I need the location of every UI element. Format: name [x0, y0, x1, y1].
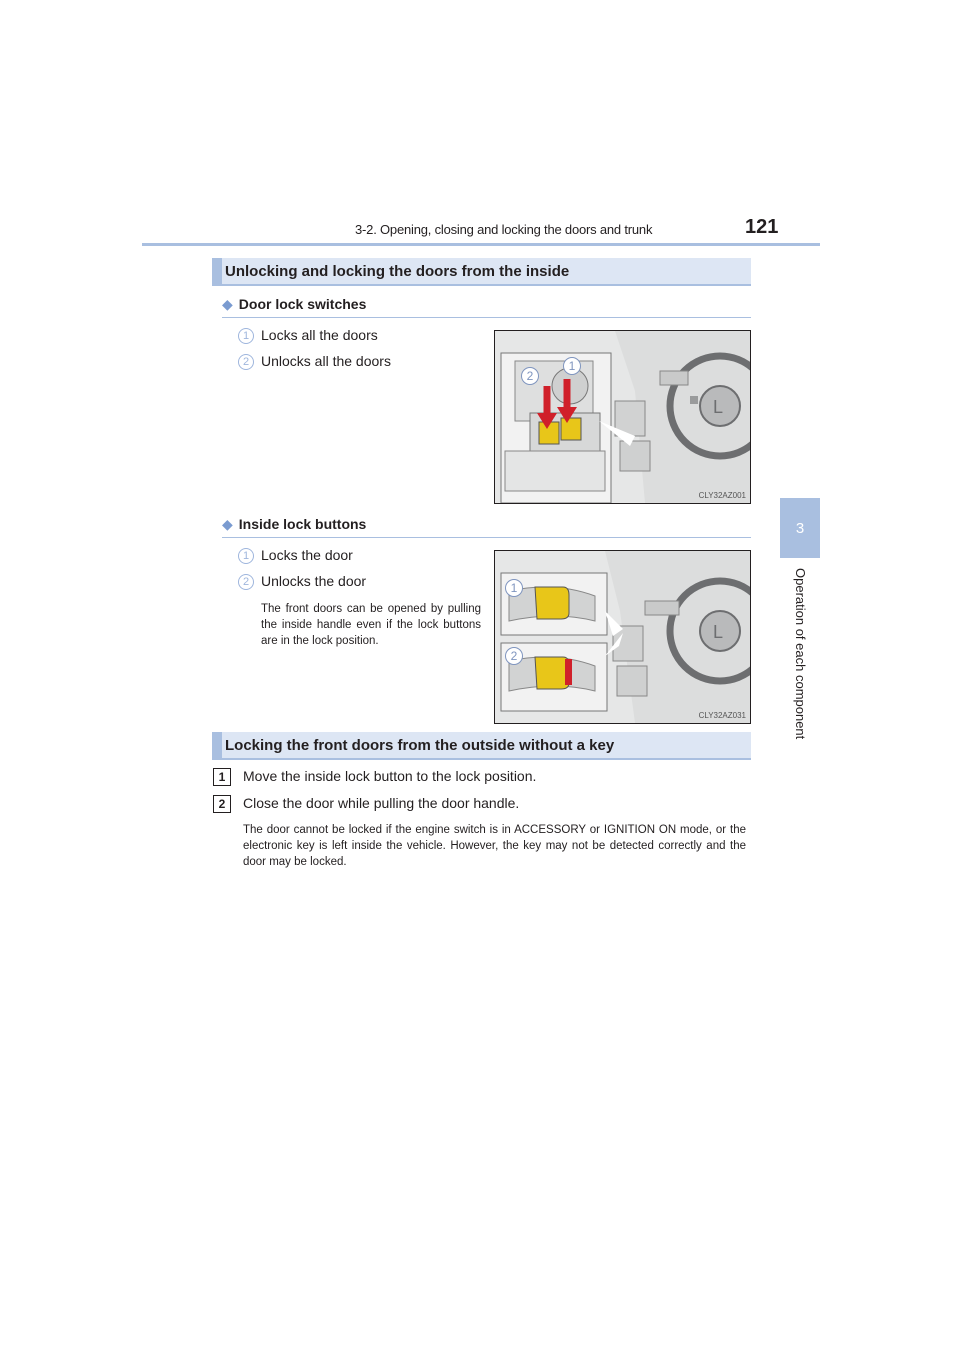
- chapter-side-label: Operation of each component: [793, 568, 808, 740]
- section-heading-inside: Unlocking and locking the doors from the inside: [212, 258, 751, 286]
- subheading-door-lock-switches: [222, 294, 751, 318]
- figure-callout-2: 2: [521, 367, 539, 385]
- page-number: 121: [745, 216, 779, 238]
- diamond-bullet-icon: ◆: [222, 516, 233, 532]
- step-badge-1: 1: [213, 768, 231, 786]
- running-header-title: 3-2. Opening, closing and locking the doors and trunk: [355, 222, 653, 237]
- inside-lock-button-illustration: [495, 551, 750, 723]
- figure-inside-lock-buttons: [494, 550, 751, 724]
- subheading-text: Door lock switches: [238, 296, 367, 312]
- item-text: Locks all the doors: [261, 327, 378, 343]
- item-text: Unlocks the door: [261, 573, 367, 589]
- item-text: Locks the door: [261, 547, 353, 563]
- step-text: Close the door while pulling the door handle.: [243, 795, 520, 811]
- step-text: Move the inside lock button to the lock position.: [243, 768, 537, 784]
- door-lock-switch-illustration: [495, 331, 750, 503]
- figure-door-lock-switches: [494, 330, 751, 504]
- svg-text:L: L: [713, 622, 724, 642]
- inside-lock-note: The front doors can be opened by pulling the inside handle even if the lock buttons are in the lock position.: [261, 603, 481, 647]
- subheading-text: Inside lock buttons: [238, 516, 367, 532]
- step-badge-2: 2: [213, 795, 231, 813]
- callout-1: 1: [238, 328, 254, 344]
- figure-callout-1: 1: [563, 357, 581, 375]
- figure-callout-2: 2: [505, 647, 523, 665]
- subheading-inside-lock-buttons: [222, 514, 751, 538]
- callout-1: 1: [238, 548, 254, 564]
- figure-code: CLY32AZ001: [698, 491, 746, 500]
- chapter-tab: 3: [780, 498, 820, 558]
- svg-text:L: L: [713, 397, 724, 417]
- item-text: Unlocks all the doors: [261, 353, 391, 369]
- diamond-bullet-icon: ◆: [222, 296, 233, 312]
- header-rule: [142, 243, 820, 246]
- callout-2: 2: [238, 574, 254, 590]
- figure-code: CLY32AZ031: [698, 711, 746, 720]
- figure-callout-1: 1: [505, 579, 523, 597]
- callout-2: 2: [238, 354, 254, 370]
- section-heading-outside-without-key: Locking the front doors from the outside without a key: [212, 732, 751, 760]
- outside-lock-note: The door cannot be locked if the engine switch is in ACCESSORY or IGNITION ON mode, or the electronic key is left inside the vehicle. However, the key may not be detected correctly and the door may be locked.: [243, 824, 746, 868]
